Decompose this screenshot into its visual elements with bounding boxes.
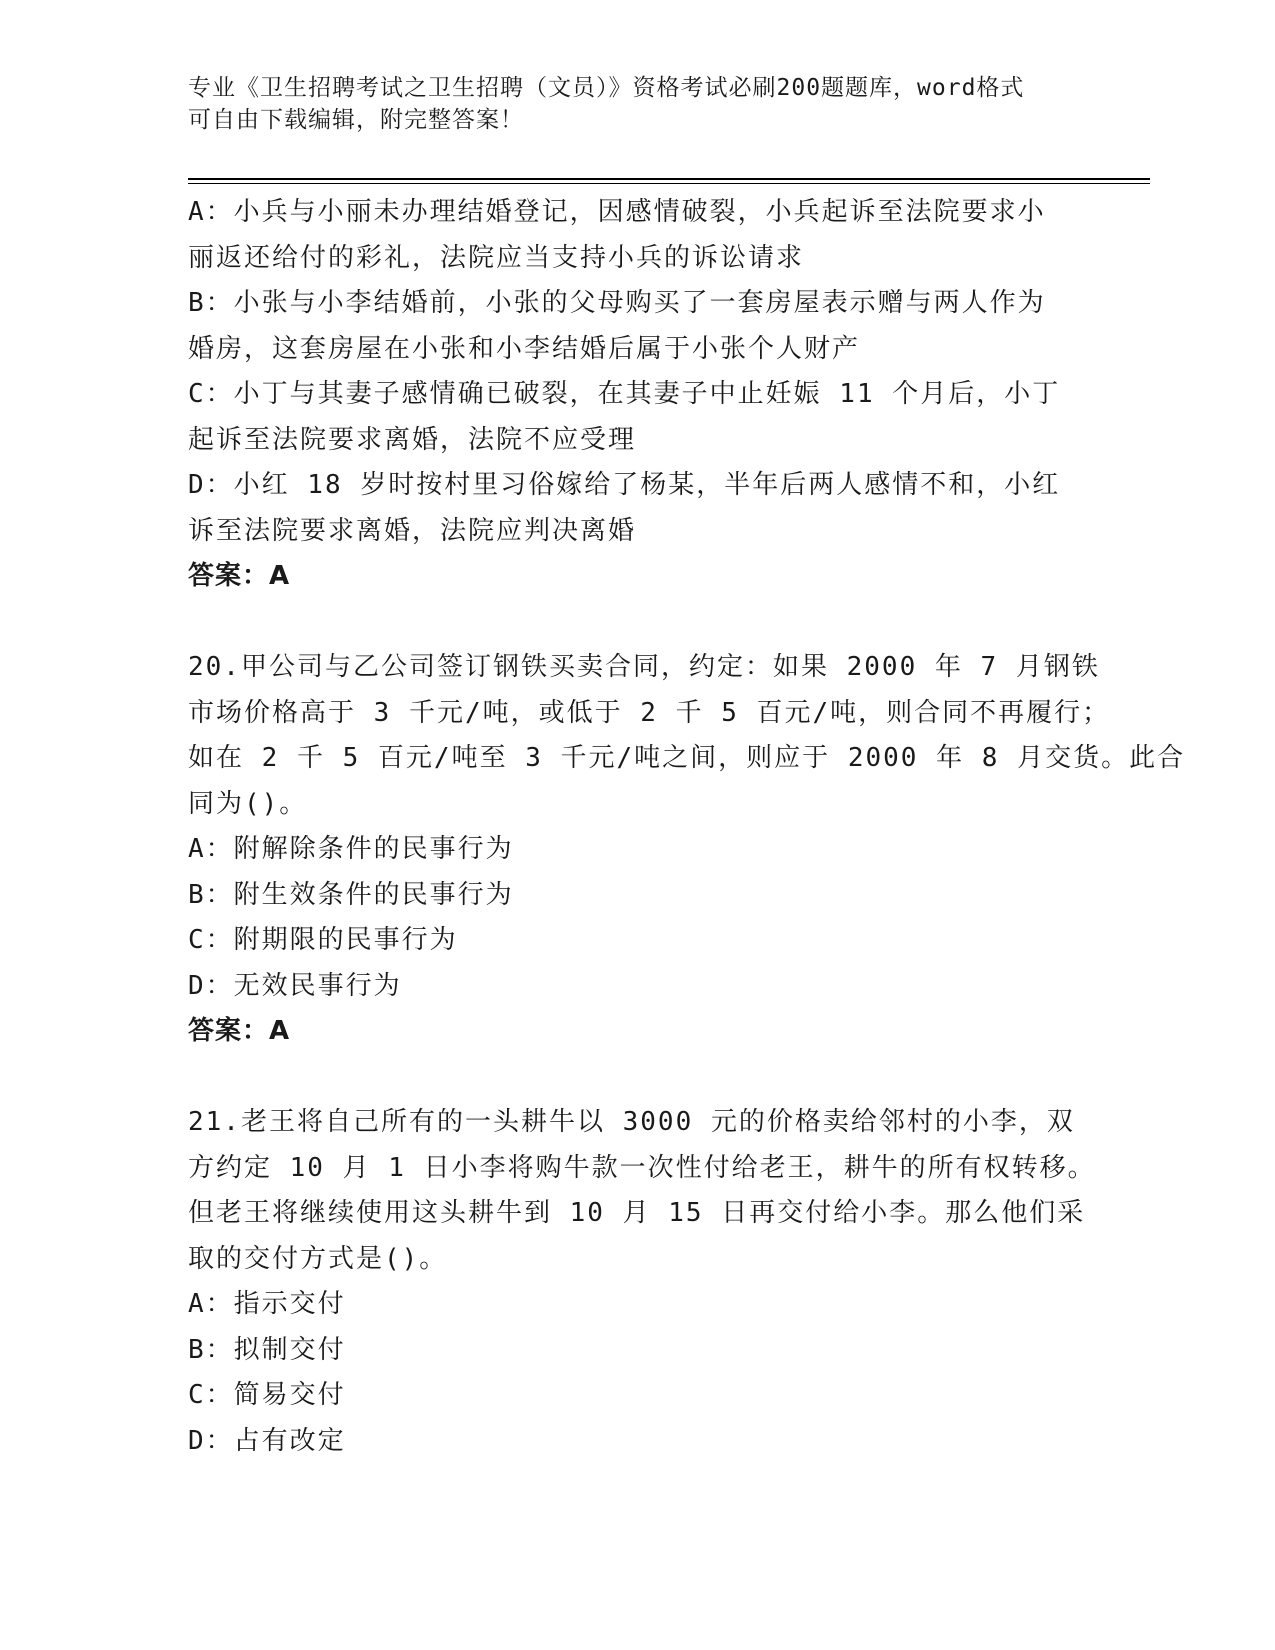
q21-stem-line-2: 方约定 10 月 1 日小李将购牛款一次性付给老王，耕牛的所有权转移。 xyxy=(188,1152,1096,1183)
document-header xyxy=(188,72,1068,136)
q19-option-a-line-2: 丽返还给付的彩礼，法院应当支持小兵的诉讼请求 xyxy=(188,242,805,273)
q20-stem-line-3: 如在 2 千 5 百元/吨至 3 千元/吨之间，则应于 2000 年 8 月交货。此合 xyxy=(188,743,1186,773)
q20-answer: 答案：A xyxy=(188,1016,291,1046)
q19-option-c-line-1: C：小丁与其妻子感情确已破裂，在其妻子中止妊娠 11 个月后，小丁 xyxy=(188,379,1061,409)
question-19-options xyxy=(188,190,1078,600)
q20-option-c: C：附期限的民事行为 xyxy=(188,925,458,955)
header-line-2: 可自由下载编辑，附完整答案！ xyxy=(188,107,524,133)
q21-option-c: C：简易交付 xyxy=(188,1380,346,1410)
q19-option-d-line-2: 诉至法院要求离婚，法院应判决离婚 xyxy=(188,515,637,546)
q21-option-b: B：拟制交付 xyxy=(188,1334,346,1365)
q19-option-b-line-2: 婚房，这套房屋在小张和小李结婚后属于小张个人财产 xyxy=(188,333,861,364)
q20-option-a: A：附解除条件的民事行为 xyxy=(188,834,514,864)
q19-answer: 答案：A xyxy=(188,561,291,591)
question-content xyxy=(188,190,1186,1464)
q21-option-a: A：指示交付 xyxy=(188,1289,346,1319)
q19-option-c-line-2: 起诉至法院要求离婚，法院不应受理 xyxy=(188,424,637,455)
header-rule-thin xyxy=(188,183,1150,184)
q21-stem-line-1: 21.老王将自己所有的一头耕牛以 3000 元的价格卖给邻村的小李，双 xyxy=(188,1107,1075,1137)
q21-stem-line-4: 取的交付方式是()。 xyxy=(188,1243,448,1274)
q20-option-d: D：无效民事行为 xyxy=(188,970,402,1001)
header-line-1: 专业《卫生招聘考试之卫生招聘（文员）》资格考试必刷200题题库，word格式 xyxy=(188,75,1025,101)
q20-stem-line-2: 市场价格高于 3 千元/吨，或低于 2 千 5 百元/吨，则合同不再履行； xyxy=(188,697,1111,728)
q19-option-b-line-1: B：小张与小李结婚前，小张的父母购买了一套房屋表示赠与两人作为 xyxy=(188,288,1046,318)
question-20 xyxy=(188,645,1186,1055)
q19-option-d-line-1: D：小红 18 岁时按村里习俗嫁给了杨某，半年后两人感情不和，小红 xyxy=(188,470,1061,500)
spacer xyxy=(188,1055,1078,1101)
q21-stem-line-3: 但老王将继续使用这头耕牛到 10 月 15 日再交付给小李。那么他们采 xyxy=(188,1198,1086,1228)
header-rule-thick xyxy=(188,178,1150,180)
question-21 xyxy=(188,1100,1096,1464)
q20-option-b: B：附生效条件的民事行为 xyxy=(188,879,514,910)
q20-stem-line-1: 20.甲公司与乙公司签订钢铁买卖合同，约定：如果 2000 年 7 月钢铁 xyxy=(188,652,1100,682)
q20-stem-line-4: 同为()。 xyxy=(188,788,308,819)
spacer xyxy=(188,600,1078,646)
q21-option-d: D：占有改定 xyxy=(188,1425,346,1456)
q19-option-a-line-1: A：小兵与小丽未办理结婚登记，因感情破裂，小兵起诉至法院要求小 xyxy=(188,197,1046,227)
